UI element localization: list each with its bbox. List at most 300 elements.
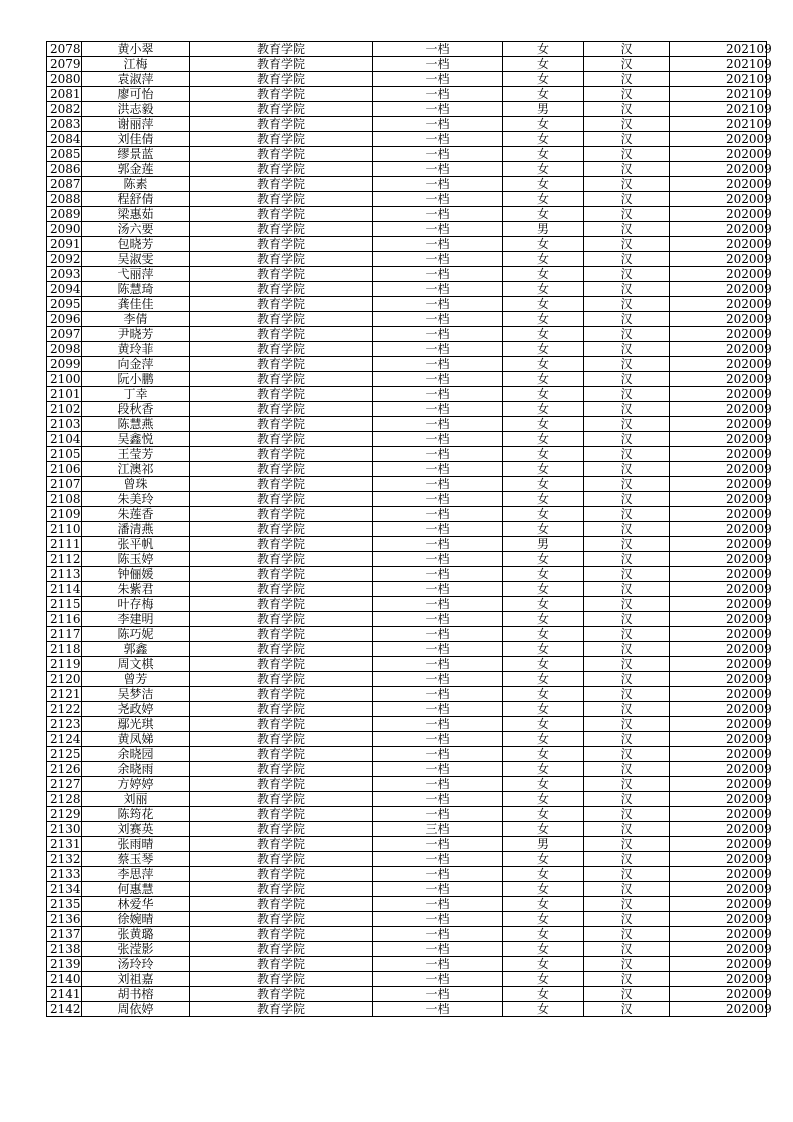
ethnicity-cell: 汉	[584, 342, 670, 357]
college-cell: 教育学院	[190, 717, 373, 732]
ethnicity-cell: 汉	[584, 672, 670, 687]
term-cell: 202009	[670, 147, 767, 162]
gender-cell: 女	[503, 747, 584, 762]
grade-level-cell: 一档	[373, 882, 503, 897]
grade-level-cell: 一档	[373, 417, 503, 432]
term-cell: 202009	[670, 252, 767, 267]
grade-level-cell: 一档	[373, 612, 503, 627]
term-cell: 202009	[670, 897, 767, 912]
college-cell: 教育学院	[190, 417, 373, 432]
college-cell: 教育学院	[190, 597, 373, 612]
grade-level-cell: 一档	[373, 147, 503, 162]
row-number-cell: 2135	[47, 897, 82, 912]
college-cell: 教育学院	[190, 162, 373, 177]
gender-cell: 女	[503, 432, 584, 447]
term-cell: 202009	[670, 807, 767, 822]
row-number-cell: 2132	[47, 852, 82, 867]
college-cell: 教育学院	[190, 222, 373, 237]
row-number-cell: 2130	[47, 822, 82, 837]
grade-level-cell: 一档	[373, 672, 503, 687]
row-number-cell: 2086	[47, 162, 82, 177]
ethnicity-cell: 汉	[584, 402, 670, 417]
college-cell: 教育学院	[190, 567, 373, 582]
gender-cell: 女	[503, 507, 584, 522]
grade-level-cell: 一档	[373, 942, 503, 957]
term-cell: 202009	[670, 357, 767, 372]
name-cell: 李倩	[82, 312, 190, 327]
row-number-cell: 2120	[47, 672, 82, 687]
name-cell: 刘佳倩	[82, 132, 190, 147]
name-cell: 陈巧妮	[82, 627, 190, 642]
term-cell: 202009	[670, 642, 767, 657]
name-cell: 张滢影	[82, 942, 190, 957]
table-row	[47, 852, 767, 867]
grade-level-cell: 一档	[373, 117, 503, 132]
college-cell: 教育学院	[190, 987, 373, 1002]
ethnicity-cell: 汉	[584, 627, 670, 642]
ethnicity-cell: 汉	[584, 567, 670, 582]
college-cell: 教育学院	[190, 387, 373, 402]
table-row	[47, 477, 767, 492]
college-cell: 教育学院	[190, 147, 373, 162]
grade-level-cell: 一档	[373, 492, 503, 507]
grade-level-cell: 一档	[373, 627, 503, 642]
ethnicity-cell: 汉	[584, 192, 670, 207]
name-cell: 黄玲菲	[82, 342, 190, 357]
ethnicity-cell: 汉	[584, 492, 670, 507]
term-cell: 202009	[670, 942, 767, 957]
term-cell: 202009	[670, 537, 767, 552]
row-number-cell: 2103	[47, 417, 82, 432]
name-cell: 刘祖嘉	[82, 972, 190, 987]
grade-level-cell: 一档	[373, 357, 503, 372]
ethnicity-cell: 汉	[584, 747, 670, 762]
ethnicity-cell: 汉	[584, 777, 670, 792]
table-row	[47, 222, 767, 237]
gender-cell: 女	[503, 42, 584, 57]
gender-cell: 女	[503, 357, 584, 372]
term-cell: 202009	[670, 132, 767, 147]
grade-level-cell: 一档	[373, 132, 503, 147]
grade-level-cell: 一档	[373, 927, 503, 942]
term-cell: 202009	[670, 852, 767, 867]
college-cell: 教育学院	[190, 282, 373, 297]
ethnicity-cell: 汉	[584, 732, 670, 747]
term-cell: 202009	[670, 492, 767, 507]
ethnicity-cell: 汉	[584, 282, 670, 297]
gender-cell: 女	[503, 417, 584, 432]
table-row	[47, 582, 767, 597]
term-cell: 202009	[670, 687, 767, 702]
table-row	[47, 552, 767, 567]
row-number-cell: 2096	[47, 312, 82, 327]
term-cell: 202009	[670, 777, 767, 792]
gender-cell: 女	[503, 897, 584, 912]
gender-cell: 女	[503, 912, 584, 927]
term-cell: 202009	[670, 972, 767, 987]
row-number-cell: 2091	[47, 237, 82, 252]
table-row	[47, 987, 767, 1002]
name-cell: 曾珠	[82, 477, 190, 492]
grade-level-cell: 一档	[373, 807, 503, 822]
college-cell: 教育学院	[190, 672, 373, 687]
grade-level-cell: 一档	[373, 762, 503, 777]
gender-cell: 女	[503, 567, 584, 582]
table-row	[47, 522, 767, 537]
college-cell: 教育学院	[190, 342, 373, 357]
term-cell: 202009	[670, 882, 767, 897]
ethnicity-cell: 汉	[584, 807, 670, 822]
ethnicity-cell: 汉	[584, 882, 670, 897]
name-cell: 曾芳	[82, 672, 190, 687]
term-cell: 202009	[670, 417, 767, 432]
term-cell: 202009	[670, 222, 767, 237]
row-number-cell: 2136	[47, 912, 82, 927]
name-cell: 潘清燕	[82, 522, 190, 537]
row-number-cell: 2140	[47, 972, 82, 987]
grade-level-cell: 一档	[373, 702, 503, 717]
row-number-cell: 2134	[47, 882, 82, 897]
table-row	[47, 612, 767, 627]
gender-cell: 女	[503, 807, 584, 822]
grade-level-cell: 一档	[373, 72, 503, 87]
name-cell: 陈慧琦	[82, 282, 190, 297]
grade-level-cell: 一档	[373, 42, 503, 57]
name-cell: 张平帆	[82, 537, 190, 552]
table-row	[47, 462, 767, 477]
row-number-cell: 2114	[47, 582, 82, 597]
gender-cell: 女	[503, 717, 584, 732]
gender-cell: 女	[503, 642, 584, 657]
row-number-cell: 2095	[47, 297, 82, 312]
row-number-cell: 2085	[47, 147, 82, 162]
college-cell: 教育学院	[190, 882, 373, 897]
grade-level-cell: 一档	[373, 87, 503, 102]
row-number-cell: 2094	[47, 282, 82, 297]
table-row	[47, 792, 767, 807]
name-cell: 廖可怡	[82, 87, 190, 102]
college-cell: 教育学院	[190, 102, 373, 117]
table-row	[47, 132, 767, 147]
grade-level-cell: 一档	[373, 102, 503, 117]
grade-level-cell: 一档	[373, 912, 503, 927]
gender-cell: 女	[503, 957, 584, 972]
grade-level-cell: 一档	[373, 387, 503, 402]
gender-cell: 女	[503, 342, 584, 357]
gender-cell: 女	[503, 327, 584, 342]
ethnicity-cell: 汉	[584, 942, 670, 957]
grade-level-cell: 一档	[373, 282, 503, 297]
term-cell: 202009	[670, 507, 767, 522]
term-cell: 202009	[670, 732, 767, 747]
ethnicity-cell: 汉	[584, 552, 670, 567]
grade-level-cell: 三档	[373, 822, 503, 837]
row-number-cell: 2112	[47, 552, 82, 567]
grade-level-cell: 一档	[373, 657, 503, 672]
row-number-cell: 2093	[47, 267, 82, 282]
gender-cell: 女	[503, 447, 584, 462]
row-number-cell: 2082	[47, 102, 82, 117]
table-row	[47, 282, 767, 297]
college-cell: 教育学院	[190, 267, 373, 282]
college-cell: 教育学院	[190, 462, 373, 477]
term-cell: 202009	[670, 717, 767, 732]
gender-cell: 女	[503, 477, 584, 492]
ethnicity-cell: 汉	[584, 177, 670, 192]
ethnicity-cell: 汉	[584, 222, 670, 237]
college-cell: 教育学院	[190, 402, 373, 417]
name-cell: 袁淑萍	[82, 72, 190, 87]
term-cell: 202009	[670, 297, 767, 312]
college-cell: 教育学院	[190, 522, 373, 537]
college-cell: 教育学院	[190, 432, 373, 447]
gender-cell: 女	[503, 942, 584, 957]
gender-cell: 男	[503, 837, 584, 852]
row-number-cell: 2115	[47, 597, 82, 612]
table-row	[47, 882, 767, 897]
row-number-cell: 2078	[47, 42, 82, 57]
row-number-cell: 2100	[47, 372, 82, 387]
college-cell: 教育学院	[190, 132, 373, 147]
row-number-cell: 2123	[47, 717, 82, 732]
table-row	[47, 342, 767, 357]
row-number-cell: 2119	[47, 657, 82, 672]
grade-level-cell: 一档	[373, 447, 503, 462]
grade-level-cell: 一档	[373, 252, 503, 267]
table-row	[47, 57, 767, 72]
gender-cell: 女	[503, 177, 584, 192]
grade-level-cell: 一档	[373, 327, 503, 342]
row-number-cell: 2129	[47, 807, 82, 822]
name-cell: 徐婉晴	[82, 912, 190, 927]
table-row	[47, 972, 767, 987]
ethnicity-cell: 汉	[584, 477, 670, 492]
name-cell: 阮小鹏	[82, 372, 190, 387]
name-cell: 林爱华	[82, 897, 190, 912]
grade-level-cell: 一档	[373, 1002, 503, 1017]
ethnicity-cell: 汉	[584, 102, 670, 117]
grade-level-cell: 一档	[373, 582, 503, 597]
gender-cell: 女	[503, 387, 584, 402]
term-cell: 202009	[670, 927, 767, 942]
ethnicity-cell: 汉	[584, 822, 670, 837]
ethnicity-cell: 汉	[584, 42, 670, 57]
table-row	[47, 627, 767, 642]
grade-level-cell: 一档	[373, 732, 503, 747]
name-cell: 鄢光琪	[82, 717, 190, 732]
college-cell: 教育学院	[190, 942, 373, 957]
table-row	[47, 267, 767, 282]
college-cell: 教育学院	[190, 477, 373, 492]
term-cell: 202009	[670, 267, 767, 282]
name-cell: 陈慧燕	[82, 417, 190, 432]
grade-level-cell: 一档	[373, 297, 503, 312]
gender-cell: 女	[503, 612, 584, 627]
gender-cell: 女	[503, 117, 584, 132]
name-cell: 张黄璐	[82, 927, 190, 942]
name-cell: 张雨晴	[82, 837, 190, 852]
grade-level-cell: 一档	[373, 192, 503, 207]
college-cell: 教育学院	[190, 312, 373, 327]
name-cell: 吴梦洁	[82, 687, 190, 702]
table-row	[47, 777, 767, 792]
college-cell: 教育学院	[190, 657, 373, 672]
table-row	[47, 237, 767, 252]
name-cell: 刘赛英	[82, 822, 190, 837]
name-cell: 胡书榕	[82, 987, 190, 1002]
row-number-cell: 2116	[47, 612, 82, 627]
grade-level-cell: 一档	[373, 432, 503, 447]
grade-level-cell: 一档	[373, 207, 503, 222]
table-row	[47, 642, 767, 657]
row-number-cell: 2127	[47, 777, 82, 792]
grade-level-cell: 一档	[373, 537, 503, 552]
college-cell: 教育学院	[190, 897, 373, 912]
ethnicity-cell: 汉	[584, 762, 670, 777]
term-cell: 202009	[670, 567, 767, 582]
ethnicity-cell: 汉	[584, 417, 670, 432]
name-cell: 陈筠花	[82, 807, 190, 822]
gender-cell: 女	[503, 597, 584, 612]
grade-level-cell: 一档	[373, 972, 503, 987]
name-cell: 叶存梅	[82, 597, 190, 612]
name-cell: 洪志毅	[82, 102, 190, 117]
grade-level-cell: 一档	[373, 957, 503, 972]
table-row	[47, 1002, 767, 1017]
gender-cell: 女	[503, 867, 584, 882]
grade-level-cell: 一档	[373, 747, 503, 762]
student-list-table	[46, 41, 772, 1017]
table-row	[47, 192, 767, 207]
row-number-cell: 2137	[47, 927, 82, 942]
row-number-cell: 2101	[47, 387, 82, 402]
table-row	[47, 762, 767, 777]
name-cell: 汤六要	[82, 222, 190, 237]
row-number-cell: 2106	[47, 462, 82, 477]
ethnicity-cell: 汉	[584, 357, 670, 372]
term-cell: 202009	[670, 552, 767, 567]
ethnicity-cell: 汉	[584, 432, 670, 447]
term-cell: 202009	[670, 327, 767, 342]
table-row	[47, 702, 767, 717]
gender-cell: 女	[503, 702, 584, 717]
term-cell: 202109	[670, 102, 767, 117]
ethnicity-cell: 汉	[584, 657, 670, 672]
table-row	[47, 597, 767, 612]
college-cell: 教育学院	[190, 72, 373, 87]
term-cell: 202109	[670, 72, 767, 87]
college-cell: 教育学院	[190, 762, 373, 777]
gender-cell: 女	[503, 57, 584, 72]
term-cell: 202009	[670, 192, 767, 207]
gender-cell: 女	[503, 972, 584, 987]
table-row	[47, 252, 767, 267]
gender-cell: 女	[503, 402, 584, 417]
term-cell: 202009	[670, 597, 767, 612]
grade-level-cell: 一档	[373, 222, 503, 237]
row-number-cell: 2084	[47, 132, 82, 147]
table-row	[47, 507, 767, 522]
gender-cell: 女	[503, 987, 584, 1002]
college-cell: 教育学院	[190, 612, 373, 627]
table-row	[47, 807, 767, 822]
row-number-cell: 2111	[47, 537, 82, 552]
grade-level-cell: 一档	[373, 522, 503, 537]
row-number-cell: 2122	[47, 702, 82, 717]
name-cell: 王莹芳	[82, 447, 190, 462]
table-row	[47, 822, 767, 837]
ethnicity-cell: 汉	[584, 582, 670, 597]
gender-cell: 男	[503, 537, 584, 552]
table-row	[47, 72, 767, 87]
college-cell: 教育学院	[190, 822, 373, 837]
grade-level-cell: 一档	[373, 597, 503, 612]
table-row	[47, 957, 767, 972]
term-cell: 202109	[670, 117, 767, 132]
grade-level-cell: 一档	[373, 777, 503, 792]
row-number-cell: 2121	[47, 687, 82, 702]
row-number-cell: 2088	[47, 192, 82, 207]
gender-cell: 女	[503, 87, 584, 102]
grade-level-cell: 一档	[373, 987, 503, 1002]
table-row	[47, 942, 767, 957]
grade-level-cell: 一档	[373, 642, 503, 657]
ethnicity-cell: 汉	[584, 252, 670, 267]
grade-level-cell: 一档	[373, 837, 503, 852]
row-number-cell: 2109	[47, 507, 82, 522]
term-cell: 202109	[670, 42, 767, 57]
college-cell: 教育学院	[190, 702, 373, 717]
row-number-cell: 2097	[47, 327, 82, 342]
name-cell: 刘丽	[82, 792, 190, 807]
term-cell: 202109	[670, 87, 767, 102]
college-cell: 教育学院	[190, 492, 373, 507]
name-cell: 蔡玉琴	[82, 852, 190, 867]
row-number-cell: 2126	[47, 762, 82, 777]
grade-level-cell: 一档	[373, 687, 503, 702]
ethnicity-cell: 汉	[584, 327, 670, 342]
gender-cell: 女	[503, 552, 584, 567]
row-number-cell: 2113	[47, 567, 82, 582]
row-number-cell: 2128	[47, 792, 82, 807]
term-cell: 202009	[670, 657, 767, 672]
ethnicity-cell: 汉	[584, 267, 670, 282]
table-row	[47, 897, 767, 912]
gender-cell: 女	[503, 267, 584, 282]
college-cell: 教育学院	[190, 327, 373, 342]
gender-cell: 女	[503, 492, 584, 507]
gender-cell: 女	[503, 792, 584, 807]
name-cell: 何惠慧	[82, 882, 190, 897]
gender-cell: 女	[503, 237, 584, 252]
table-row	[47, 162, 767, 177]
college-cell: 教育学院	[190, 852, 373, 867]
gender-cell: 女	[503, 627, 584, 642]
college-cell: 教育学院	[190, 972, 373, 987]
term-cell: 202009	[670, 867, 767, 882]
college-cell: 教育学院	[190, 207, 373, 222]
gender-cell: 男	[503, 102, 584, 117]
name-cell: 尧政婷	[82, 702, 190, 717]
college-cell: 教育学院	[190, 912, 373, 927]
grade-level-cell: 一档	[373, 867, 503, 882]
gender-cell: 女	[503, 927, 584, 942]
name-cell: 汤玲玲	[82, 957, 190, 972]
college-cell: 教育学院	[190, 927, 373, 942]
term-cell: 202009	[670, 1002, 767, 1017]
gender-cell: 女	[503, 372, 584, 387]
college-cell: 教育学院	[190, 372, 373, 387]
